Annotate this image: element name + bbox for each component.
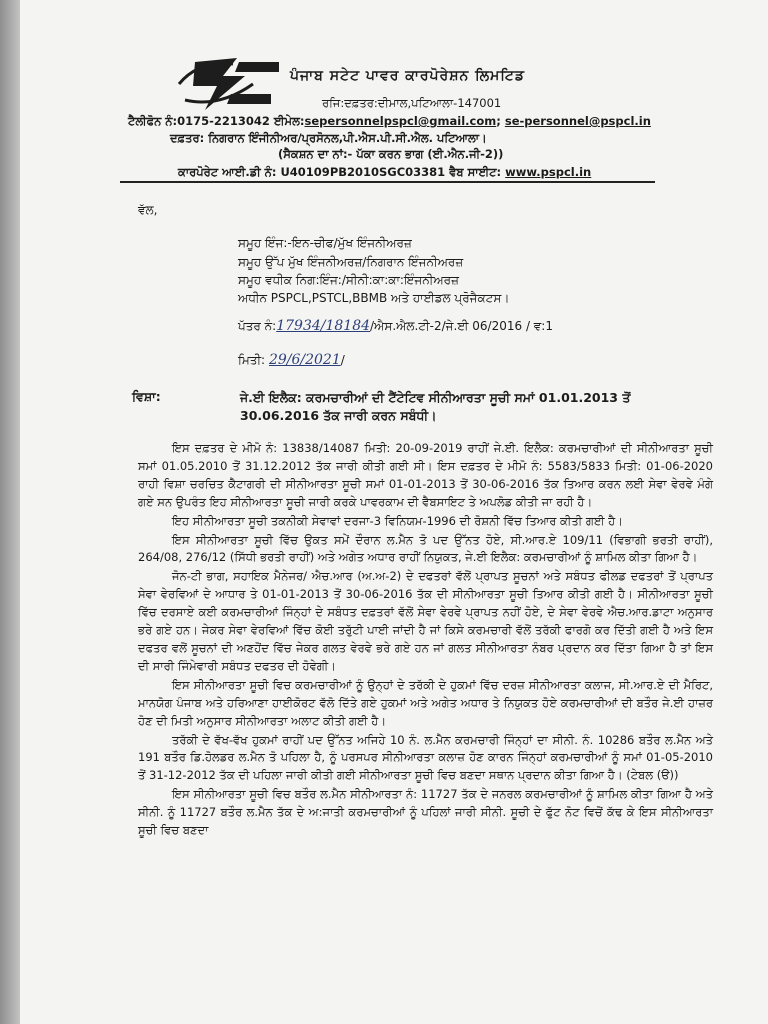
- ref-suffix: /ਐਸ.ਐਲ.ਟੀ-2/ਜੇ.ਈ 06/2016 / ਵ:1: [370, 319, 553, 333]
- subject-label: ਵਿਸ਼ਾ:: [132, 389, 161, 404]
- to-label: ਵੱਲ,: [138, 203, 158, 217]
- date-suffix: /: [340, 353, 345, 367]
- date-handwritten: 29/6/2021: [268, 352, 341, 368]
- body-paragraph: ਜੋਨ-ਟੀ ਭਾਗ, ਸਹਾਇਕ ਮੈਨੇਜਰ/ ਐਚ.ਆਰ (ਅ.ਅ-2) ਦੇ ਦਫਤਰਾਂ ਵੱਲੋਂ ਪ੍ਰਾਪਤ ਸੂਚਨਾਂ ਅਤੇ ਸਬੰਧਤ ਫੀਲਡ ਦਫਤਰਾਂ ਤੋਂ ਪ੍ਰਾਪਤ ਸੇਵਾ ਵੇਰਵਿਆਂ ਦੇ ਆਧਾਰ ਤੇ 01-01-2013 ਤੋਂ 30-06-2016 ਤੱਕ ਦੀ ਸੀਨੀਆਰਤਾ ਸੂਚੀ ਤਿਆਰ ਕੀਤੀ ਗਈ ਹੈ। ਸੀਨੀਆਰਤਾ ਸੂਚੀ ਵਿੱਚ ਦਰਸਾਏ ਕਈ ਕਰਮਚਾਰੀਆਂ ਜਿੰਨ੍ਹਾਂ ਦੇ ਸਬੰਧਤ ਦਫ਼ਤਰਾਂ ਵੱਲੋਂ ਸੇਵਾ ਵੇਰਵੇ ਪ੍ਰਾਪਤ ਨਹੀਂ ਹੋਏ, ਦੇ ਸੇਵਾ ਵੇਰਵੇ ਐਚ.ਆਰ.ਡਾਟਾ ਅਨੁਸਾਰ ਭਰੇ ਗਏ ਹਨ। ਜੇਕਰ ਸੇਵਾ ਵੇਰਵਿਆਂ ਵਿੱਚ ਕੋਈ ਤਰੁੱਟੀ ਪਾਈ ਜਾਂਦੀ ਹੈ ਜਾਂ ਕਿਸੇ ਕਰਮਚਾਰੀ ਵੱਲੋਂ ਤਰੱਕੀ ਫਾਰਗੋ ਕਰ ਦਿੱਤੀ ਗਈ ਹੈ ਅਤੇ ਇਸ ਦਫਤਰ ਵਲੋਂ ਸੂਚਨਾਂ ਦੀ ਅਣਹੋਂਦ ਵਿੱਚ ਜੇਕਰ ਗਲਤ ਵੇਰਵੇ ਭਰੇ ਗਏ ਹਨ ਜਾਂ ਗਲਤ ਸੀਨੀਆਰਤਾ ਨੰਬਰ ਪ੍ਰਦਾਨ ਕਰ ਦਿੱਤਾ ਗਿਆ ਹੈ ਤਾਂ ਇਸ ਦੀ ਸਾਰੀ ਜਿੰਮੇਵਾਰੀ ਸਬੰਧਤ ਦਫਤਰ ਦੀ ਹੋਵੇਗੀ।: [138, 569, 713, 673]
- letter-body: [138, 440, 713, 841]
- section-line: (ਸੈਕਸ਼ਨ ਦਾ ਨਾਂ:- ਪੱਕਾ ਕਰਨ ਭਾਗ (ਈ.ਐਨ.ਜੀ-2)): [278, 147, 504, 161]
- scan-edge: [0, 0, 20, 1024]
- body-paragraph: ਇਸ ਦਫ਼ਤਰ ਦੇ ਮੀਮੋ ਨੰ: 13838/14087 ਮਿਤੀ: 20-09-2019 ਰਾਹੀਂ ਜੇ.ਈ. ਇਲੈਕ: ਕਰਮਚਾਰੀਆਂ ਦੀ ਸੀਨੀਆਰਤਾ ਸੂਚੀ ਸਮਾਂ 01.05.2010 ਤੋਂ 31.12.2012 ਤੱਕ ਜਾਰੀ ਕੀਤੀ ਗਈ ਸੀ। ਇਸ ਦਫ਼ਤਰ ਦੇ ਮੀਮੋ ਨੰ: 5583/5833 ਮਿਤੀ: 01-06-2020 ਰਾਹੀ ਵਿਸ਼ਾ ਚਰਚਿਤ ਕੈਟਾਗਰੀ ਦੀ ਸੀਨੀਆਰਤਾ ਸੂਚੀ ਸਮਾਂ 01-01-2013 ਤੋਂ 30-06-2016 ਤੱਕ ਤਿਆਰ ਕਰਨ ਲਈ ਸੇਵਾ ਵੇਰਵੇ ਮੰਗੇ ਗਏ ਸਨ ਉਪਰੰਤ ਇਹ ਸੀਨੀਆਰਤਾ ਸੂਚੀ ਜਾਰੀ ਕਰਕੇ ਪਾਵਰਕਾਮ ਦੀ ਵੈਬਸਾਇਟ ਤੇ ਅਪਲੋਡ ਕੀਤੀ ਜਾ ਰਹੀ ਹੈ।: [138, 441, 713, 509]
- addressee-line: ਸਮੂਹ ਵਧੀਕ ਨਿਗ:ਇੰਜ:/ਸੀਨੀ:ਕਾ:ਕਾ:ਇੰਜਨੀਅਰਜ਼: [238, 273, 459, 287]
- ref-prefix: ਪੱਤਰ ਨੰ:: [238, 319, 277, 333]
- addressee-line: ਅਧੀਨ PSPCL,PSTCL,BBMB ਅਤੇ ਹਾਈਡਲ ਪ੍ਰੋਜੈਕਟਸ।: [238, 291, 510, 305]
- addressee-line: ਸਮੂਹ ਉੱਪ ਮੁੱਖ ਇੰਜਨੀਅਰਜ਼/ਨਿਗਰਾਨ ਇੰਜਨੀਅਰਜ਼: [238, 255, 464, 269]
- body-paragraph: ਇਸ ਸੀਨੀਆਰਤਾ ਸੂਚੀ ਵਿੱਚ ਉਕਤ ਸਮੇਂ ਦੌਰਾਨ ਲ.ਮੈਨ ਤੋ ਪਦ ਉੱਨਤ ਹੋਏ, ਸੀ.ਆਰ.ਏ 109/11 (ਵਿਭਾਗੀ ਭਰਤੀ ਰਾਹੀਂ), 264/08, 276/12 (ਸਿੱਧੀ ਭਰਤੀ ਰਾਹੀਂ) ਅਤੇ ਅਗੇਤ ਅਧਾਰ ਰਾਹੀਂ ਨਿਯੁਕਤ, ਜੇ.ਈ ਇਲੈਕ: ਕਰਮਚਾਰੀਆਂ ਨੂੰ ਸ਼ਾਮਿਲ ਕੀਤਾ ਗਿਆ ਹੈ।: [138, 532, 713, 565]
- registered-office: ਰਜਿ:ਦਫ਼ਤਰ:ਦੀਮਾਲ,ਪਟਿਆਲਾ-147001: [322, 96, 502, 110]
- website-link[interactable]: www.pspcl.in: [505, 165, 592, 179]
- cin-prefix: ਕਾਰਪੋਰੇਟ ਆਈ.ਡੀ ਨੰ: U40109PB2010SGC03381 ਵੈਬ ਸਾਈਟ:: [178, 165, 506, 179]
- pspcl-lightning-logo-icon: [175, 54, 285, 114]
- contact-prefix: ਟੈਲੀਫੋਨ ਨੰ:0175-2213042 ਈਮੇਲ:: [128, 114, 305, 128]
- office-line: ਦਫ਼ਤਰ: ਨਿਗਰਾਨ ਇੰਜੀਨੀਅਰ/ਪ੍ਰਸੋਨਲ,ਪੀ.ਐਸ.ਪੀ.ਸੀ.ਐਲ. ਪਟਿਆਲਾ।: [170, 131, 487, 145]
- email-link-2[interactable]: se-personnel@pspcl.in: [504, 114, 651, 128]
- subject-text: ਜੇ.ਈ ਇਲੈਕ: ਕਰਮਚਾਰੀਆਂ ਦੀ ਟੈਂਟੇਟਿਵ ਸੀਨੀਆਰਤਾ ਸੂਚੀ ਸਮਾਂ 01.01.2013 ਤੋਂ 30.06.2016 ਤੱਕ ਜਾਰੀ ਕਰਨ ਸਬੰਧੀ।: [240, 390, 631, 423]
- addressee-line: ਸਮੂਹ ਇੰਜ:-ਇਨ-ਚੀਫ/ਮੁੱਖ ਇੰਜਨੀਅਰਜ਼: [238, 236, 412, 250]
- body-paragraph: ਤਰੱਕੀ ਦੇ ਵੱਖ-ਵੱਖ ਹੁਕਮਾਂ ਰਾਹੀਂ ਪਦ ਉੱਨਤ ਅਜਿਹੇ 10 ਨੰ. ਲ.ਮੈਨ ਕਰਮਚਾਰੀ ਜਿੰਨ੍ਹਾਂ ਦਾ ਸੀਨੀ. ਨੰ. 10286 ਬਤੌਰ ਲ.ਮੈਨ ਅਤੇ 191 ਬਤੌਰ ਡਿ.ਹੋਲਡਰ ਲ.ਮੈਨ ਤੋ ਪਹਿਲਾ ਹੈ, ਨੂੰ ਪਰਸਪਰ ਸੀਨੀਆਰਤਾ ਕਲਾਜ਼ ਹੋਣ ਕਾਰਨ ਜਿੰਨ੍ਹਾਂ ਕਰਮਚਾਰੀਆਂ ਨੂੰ ਸਮਾਂ 01-05-2010 ਤੋਂ 31-12-2012 ਤੱਕ ਦੀ ਪਹਿਲਾ ਜਾਰੀ ਕੀਤੀ ਗਈ ਸੀਨੀਆਰਤਾ ਸੂਚੀ ਵਿਚ ਬਣਦਾ ਸਥਾਨ ਪ੍ਰਦਾਨ ਕੀਤਾ ਗਿਆ ਹੈ। (ਟੇਬਲ (ੳ)): [138, 732, 713, 783]
- ref-handwritten: 17934/18184: [276, 318, 371, 334]
- body-paragraph: ਇਹ ਸੀਨੀਆਰਤਾ ਸੂਚੀ ਤਕਨੀਕੀ ਸੇਵਾਵਾਂ ਦਰਜਾ-3 ਵਿਨਿਯਮ-1996 ਦੀ ਰੋਸ਼ਨੀ ਵਿੱਚ ਤਿਆਰ ਕੀਤੀ ਗਈ ਹੈ।: [172, 513, 623, 528]
- header-divider: [120, 181, 655, 183]
- letter-date: [238, 352, 345, 368]
- letter-page: [20, 0, 768, 1024]
- corporate-id-line: [178, 165, 591, 180]
- contact-separator: ;: [496, 114, 505, 128]
- body-paragraph: ਇਸ ਸੀਨੀਆਰਤਾ ਸੂਚੀ ਵਿਚ ਬਤੌਰ ਲ.ਮੈਨ ਸੀਨੀਆਰਤਾ ਨੰ: 11727 ਤੱਕ ਦੇ ਜਨਰਲ ਕਰਮਚਾਰੀਆਂ ਨੂੰ ਸ਼ਾਮਿਲ ਕੀਤਾ ਗਿਆ ਹੈ ਅਤੇ ਸੀਨੀ. ਨੂੰ 11727 ਬਤੌਰ ਲ.ਮੈਨ ਤੱਕ ਦੇ ਅ:ਜਾਤੀ ਕਰਮਚਾਰੀਆਂ ਨੂੰ ਪਹਿਲਾਂ ਜਾਰੀ ਸੀਨੀ. ਸੂਚੀ ਦੇ ਫੁੱਟ ਨੋਟ ਵਿਚੋਂ ਕੱਢ ਕੇ ਇਸ ਸੀਨੀਆਰਤਾ ਸੂਚੀ ਵਿਚ ਬਣਦਾ: [138, 787, 713, 838]
- date-prefix: ਮਿਤੀ:: [238, 353, 266, 367]
- reference-number: [238, 318, 553, 334]
- email-link-1[interactable]: sepersonnelpspcl@gmail.com: [304, 114, 497, 128]
- contact-line: [128, 114, 651, 129]
- org-name: ਪੰਜਾਬ ਸਟੇਟ ਪਾਵਰ ਕਾਰਪੋਰੇਸ਼ਨ ਲਿਮਟਿਡ: [290, 68, 525, 84]
- body-paragraph: ਇਸ ਸੀਨੀਆਰਤਾ ਸੂਚੀ ਵਿਚ ਕਰਮਚਾਰੀਆਂ ਨੂੰ ਉਨ੍ਹਾਂ ਦੇ ਤਰੱਕੀ ਦੇ ਹੁਕਮਾਂ ਵਿੱਚ ਦਰਜ਼ ਸੀਨੀਆਰਤਾ ਕਲਾਜ, ਸੀ.ਆਰ.ਏ ਦੀ ਮੈਰਿਟ, ਮਾਨਯੋਗ ਪੰਜਾਬ ਅਤੇ ਹਰਿਆਣਾ ਹਾਈਕੋਰਟ ਵੱਲੋ ਦਿੱਤੇ ਗਏ ਹੁਕਮਾਂ ਅਤੇ ਅਗੇਤ ਅਧਾਰ ਤੇ ਨਿਯੁਕਤ ਹੋਏ ਕਰਮਚਾਰੀਆਂ ਦੀ ਬਤੌਰ ਜੇ.ਈ ਹਾਜ਼ਰ ਹੋਣ ਦੀ ਮਿਤੀ ਅਨੁਸਾਰ ਸੀਨੀਆਰਤਾ ਅਲਾਟ ਕੀਤੀ ਗਈ ਹੈ।: [138, 677, 713, 728]
